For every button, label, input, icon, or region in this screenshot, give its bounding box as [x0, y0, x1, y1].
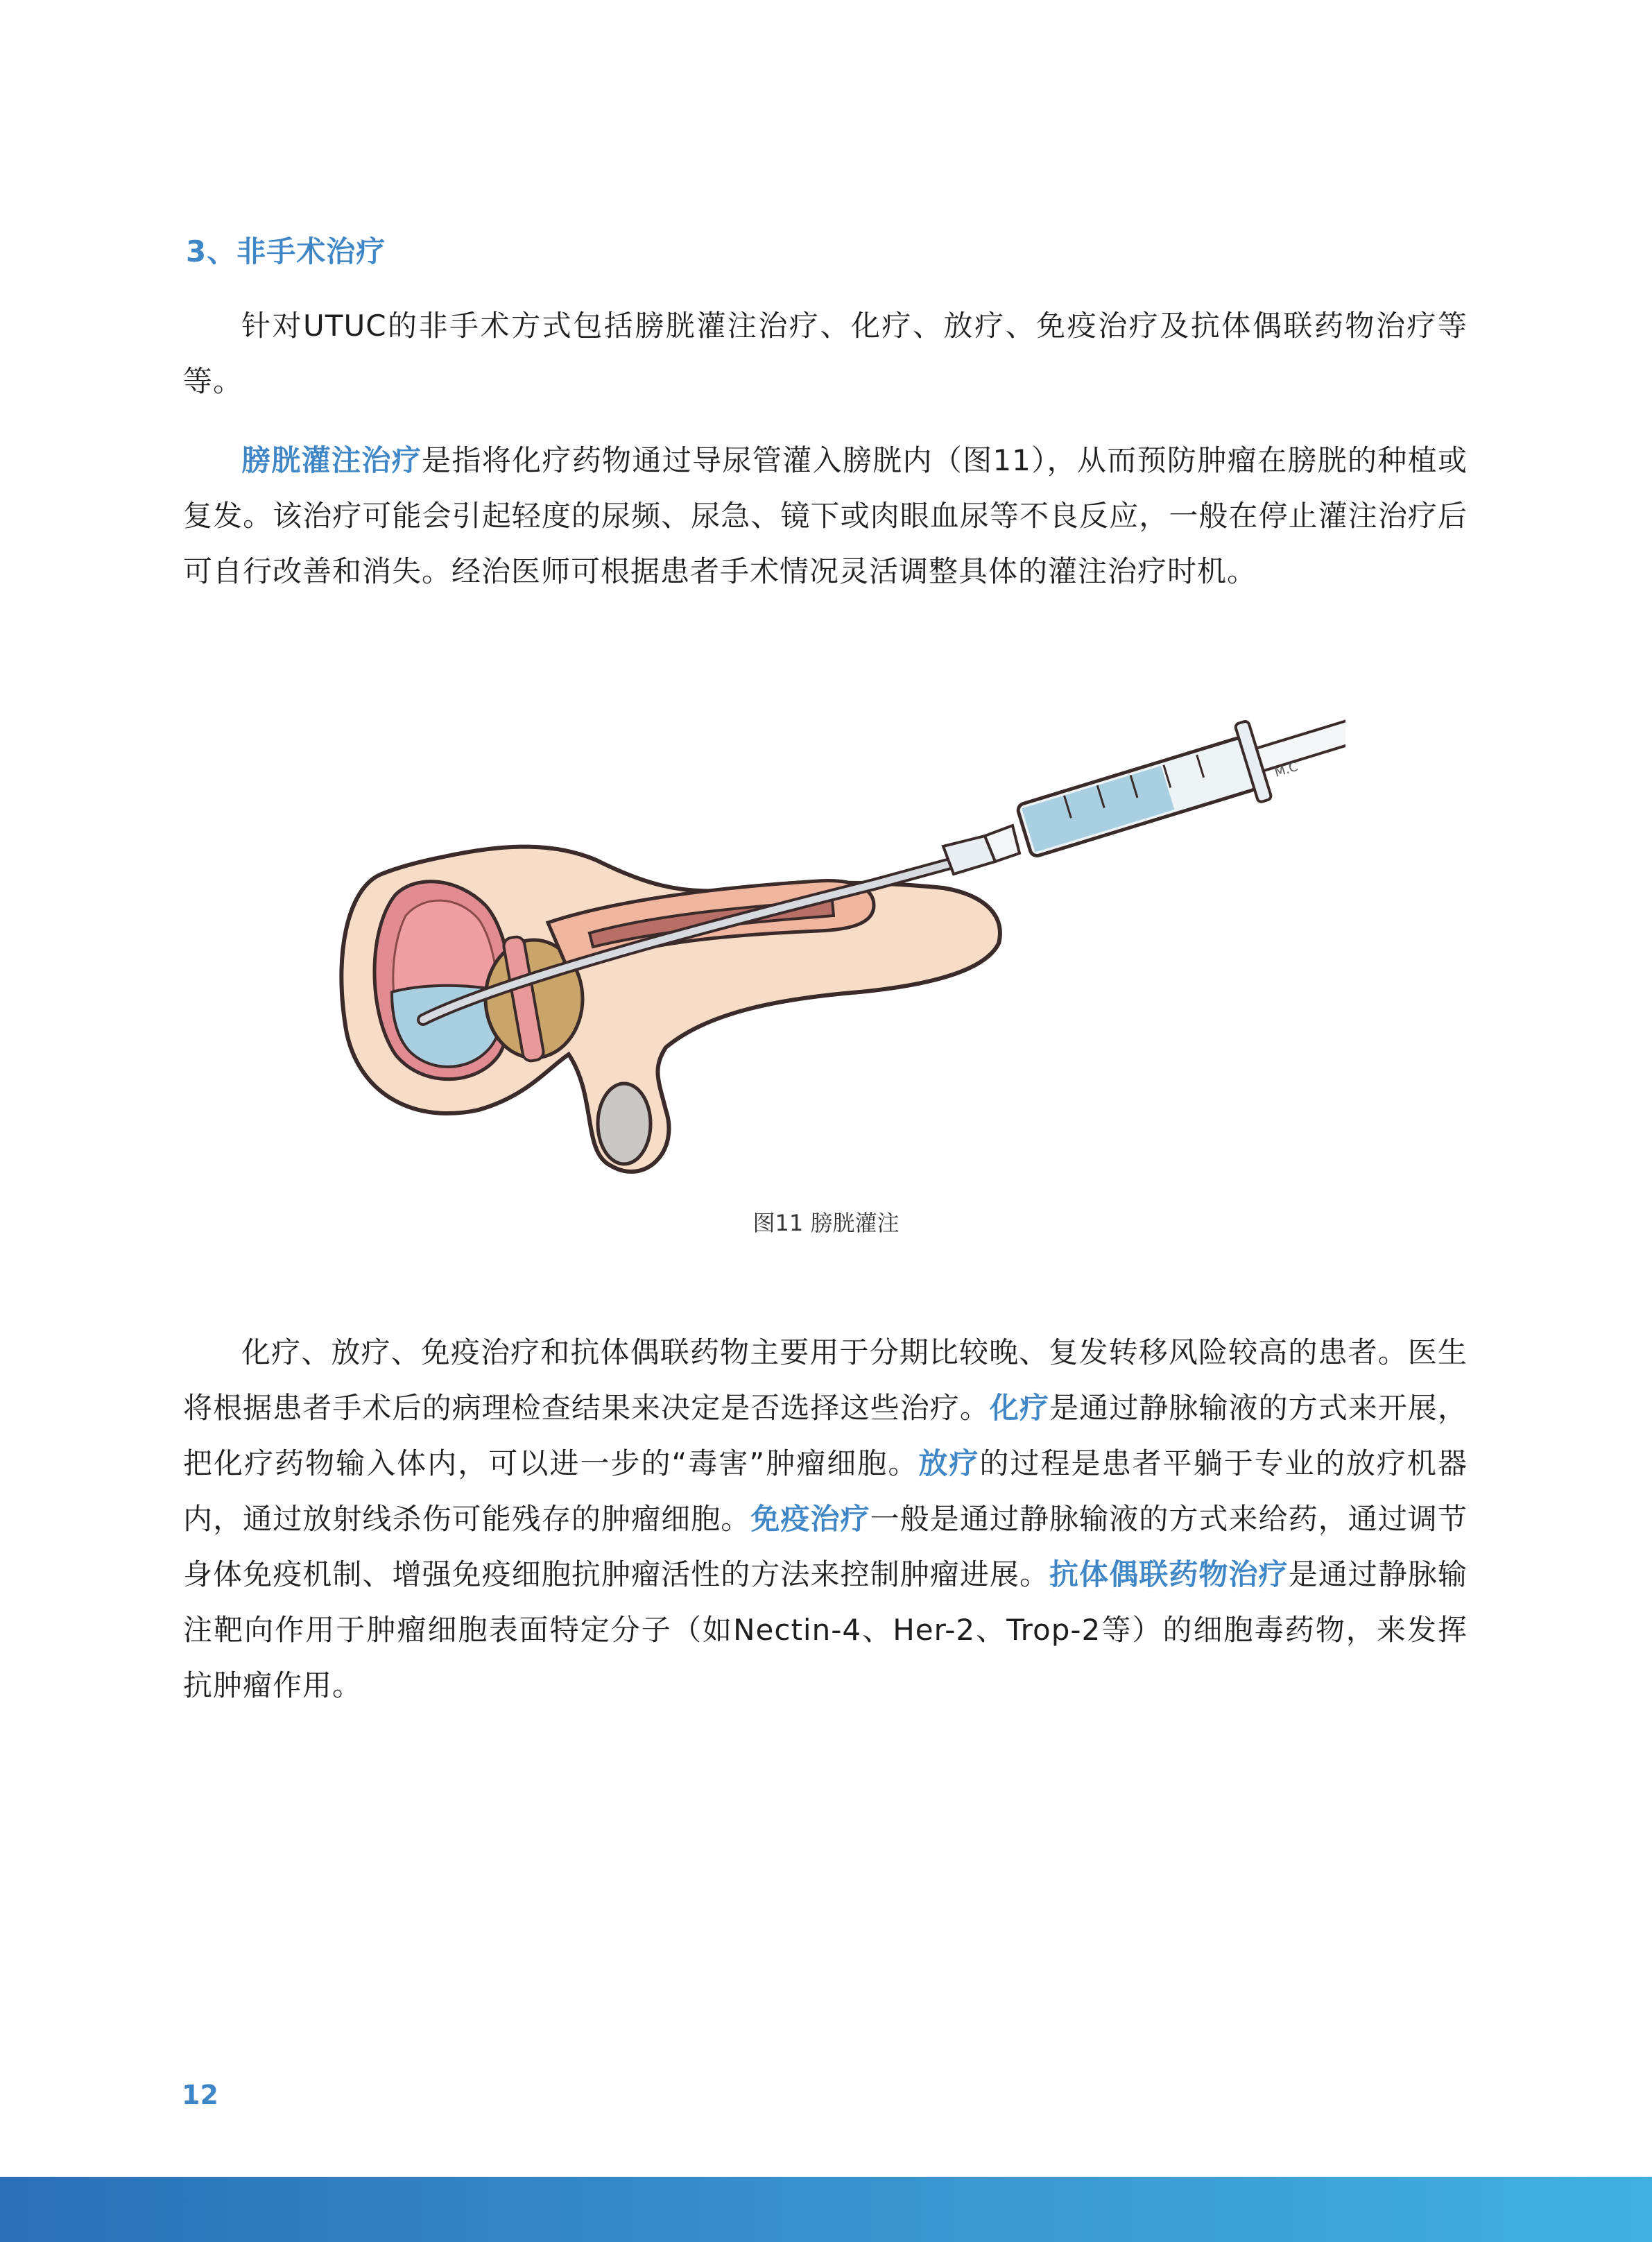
paragraph-systemic-intro: 化疗、放疗、免疫治疗和抗体偶联药物主要用于分期比较晚、复发转移风险较高的患者。医生将根据患者手术后的病理检查结果来决定是否选择这些治疗。 [183, 1335, 1468, 1425]
term-bladder-instillation: 膀胱灌注治疗 [241, 443, 422, 477]
adc-text: 是通过静脉输注靶向作用于肿瘤细胞表面特定分子（如Nectin-4、Her-2、Trop-2等）的细胞毒药物，来发挥抗肿瘤作用。 [183, 1557, 1468, 1702]
page-number: 12 [182, 2080, 218, 2110]
figure-caption: 图11 膀胱灌注 [752, 1210, 900, 1236]
immunotherapy-text: 一般是通过静脉输液的方式来给药，通过调节身体免疫机制、增强免疫细胞抗肿瘤活性的方法来控制肿瘤进展。 [183, 1502, 1468, 1591]
artist-signature: M.C [1273, 759, 1300, 780]
paragraph-bladder-instillation-text: 是指将化疗药物通过导尿管灌入膀胱内（图11），从而预防肿瘤在膀胱的种植或复发。该治疗可能会引起轻度的尿频、尿急、镜下或肉眼血尿等不良反应，一般在停止灌注治疗后可自行改善和消失。经治医师可根据患者手术情况灵活调整具体的灌注治疗时机。 [183, 443, 1468, 588]
term-radiotherapy: 放疗 [918, 1446, 980, 1480]
term-immunotherapy: 免疫治疗 [750, 1502, 870, 1536]
footer-bar [0, 2177, 1652, 2242]
section-heading: 3、非手术治疗 [186, 234, 386, 268]
chemotherapy-text: 是通过静脉输液的方式来开展，把化疗药物输入体内，可以进一步的“毒害”肿瘤细胞。 [183, 1391, 1468, 1480]
bladder-instillation-illustration [319, 708, 1345, 1186]
term-adc: 抗体偶联药物治疗 [1049, 1557, 1289, 1591]
term-chemotherapy: 化疗 [989, 1391, 1050, 1425]
paragraph-intro: 针对UTUC的非手术方式包括膀胱灌注治疗、化疗、放疗、免疫治疗及抗体偶联药物治疗等等。 [183, 309, 1468, 398]
paragraph-systemic-therapies [183, 1325, 1468, 1713]
figure-bladder-instillation [319, 708, 1345, 1186]
radiotherapy-text: 的过程是患者平躺于专业的放疗机器内，通过放射线杀伤可能残存的肿瘤细胞。 [183, 1446, 1468, 1536]
paragraph-bladder-instillation [183, 433, 1468, 599]
